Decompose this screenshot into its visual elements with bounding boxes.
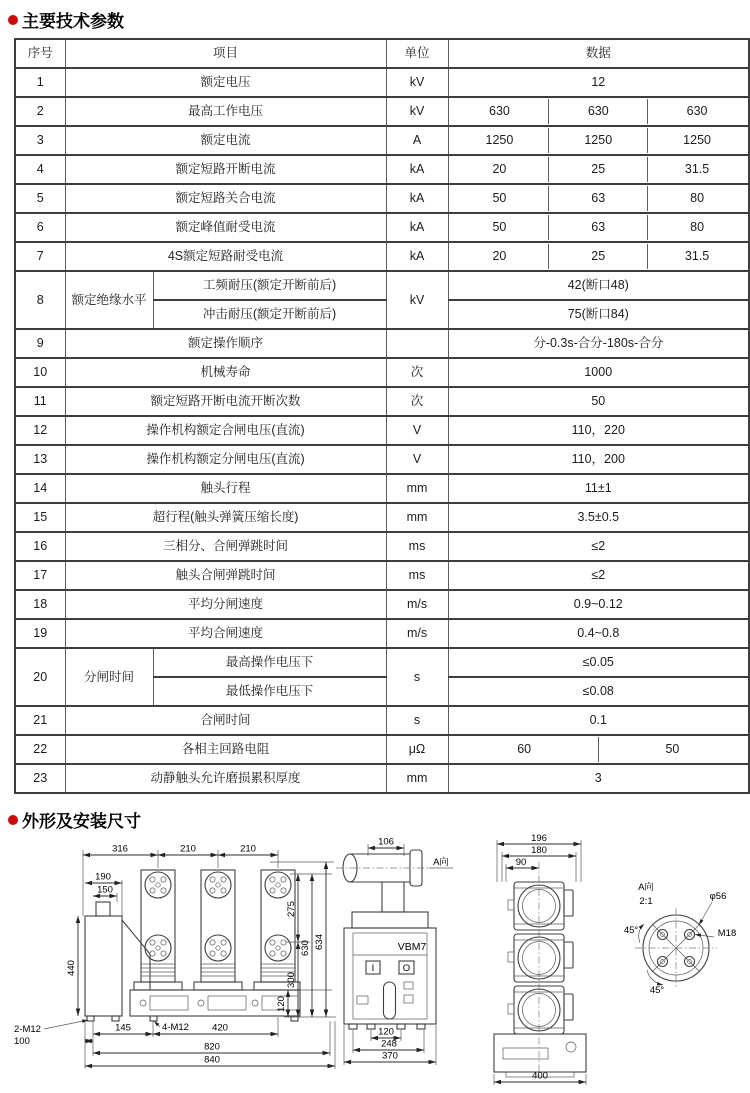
- table-row: [15, 590, 749, 619]
- dim-label: 210: [240, 843, 256, 855]
- cell-item: 机械寿命: [65, 358, 386, 387]
- cell-item: 额定电流: [65, 126, 386, 155]
- cell-item: 合闸时间: [65, 706, 386, 735]
- cell-unit: ms: [386, 532, 448, 561]
- cell-item: 触头行程: [65, 474, 386, 503]
- cell-no: 9: [15, 329, 65, 358]
- table-row: [15, 329, 749, 358]
- side-view-drawing: [336, 837, 453, 1066]
- cell-value: 0.9~0.12: [448, 590, 749, 619]
- cell-value: 0.1: [448, 706, 749, 735]
- table-row: [15, 271, 749, 300]
- dims-title-text: 外形及安装尺寸: [22, 812, 141, 831]
- cell-value: ≤0.05: [448, 648, 749, 677]
- cell-value: 3: [448, 764, 749, 793]
- cell-value: 20: [492, 249, 507, 264]
- dim-label: 634: [314, 934, 325, 950]
- cell-item: 额定短路开断电流: [65, 155, 386, 184]
- cell-value: 630: [489, 104, 510, 119]
- dim-label: 400: [532, 1070, 548, 1082]
- cell-value: 1000: [448, 358, 749, 387]
- cell-item: 操作机构额定分闸电压(直流): [65, 445, 386, 474]
- cell-no: 23: [15, 764, 65, 793]
- cell-value: 11±1: [448, 474, 749, 503]
- cell-unit: V: [386, 445, 448, 474]
- dim-label: 120: [276, 996, 287, 1012]
- cell-value: 630: [548, 99, 647, 124]
- cell-unit: mm: [386, 764, 448, 793]
- dim-label: 248: [381, 1038, 397, 1050]
- cell-unit: kA: [386, 213, 448, 242]
- cell-item: 额定操作顺序: [65, 329, 386, 358]
- cell-unit: kV: [386, 68, 448, 97]
- cell-item: 各相主回路电阻: [65, 735, 386, 764]
- cell-values: [448, 155, 749, 184]
- dim-label: 420: [212, 1022, 228, 1034]
- dim-label: 196: [531, 833, 547, 844]
- cell-values: [448, 126, 749, 155]
- cell-value: 20: [492, 162, 507, 177]
- cell-item: 4S额定短路耐受电流: [65, 242, 386, 271]
- dim-label: 370: [382, 1050, 398, 1062]
- cell-item: 额定短路关合电流: [65, 184, 386, 213]
- cell-item: 分闸时间: [65, 648, 153, 706]
- table-row: [15, 97, 749, 126]
- section-title-dimensions: [0, 794, 750, 836]
- cell-no: 17: [15, 561, 65, 590]
- cell-value: 50: [492, 191, 507, 206]
- table-row: [15, 706, 749, 735]
- table-row: [15, 503, 749, 532]
- cell-no: 7: [15, 242, 65, 271]
- cell-no: 8: [15, 271, 65, 329]
- cell-unit: 次: [386, 358, 448, 387]
- cell-value: 25: [548, 157, 647, 182]
- cell-value: 1250: [647, 128, 746, 153]
- dim-label: 145: [115, 1022, 131, 1034]
- cell-unit: s: [386, 706, 448, 735]
- cell-value: 25: [548, 244, 647, 269]
- cell-no: 1: [15, 68, 65, 97]
- cell-item: 额定短路开断电流开断次数: [65, 387, 386, 416]
- header-no: 序号: [15, 39, 65, 68]
- dim-label: 106: [378, 836, 394, 848]
- cell-no: 21: [15, 706, 65, 735]
- parameters-table: [14, 38, 750, 794]
- cell-unit: kA: [386, 242, 448, 271]
- cell-values: [448, 735, 749, 764]
- red-bullet-icon: [8, 15, 18, 25]
- cell-unit: A: [386, 126, 448, 155]
- table-row: [15, 126, 749, 155]
- cell-unit: V: [386, 416, 448, 445]
- cell-no: 5: [15, 184, 65, 213]
- cell-item: 额定峰值耐受电流: [65, 213, 386, 242]
- cell-value: 75(断口84): [448, 300, 749, 329]
- cell-item: 超行程(触头弹簧压缩长度): [65, 503, 386, 532]
- cell-no: 10: [15, 358, 65, 387]
- table-row: [15, 242, 749, 271]
- cell-no: 6: [15, 213, 65, 242]
- diameter-label: φ56: [709, 891, 727, 902]
- cell-no: 19: [15, 619, 65, 648]
- cell-value: 12: [448, 68, 749, 97]
- cell-value: 110，200: [448, 445, 749, 474]
- cell-value: 分-0.3s-合分-180s-合分: [448, 329, 749, 358]
- cell-value: 630: [647, 99, 746, 124]
- cell-unit: kV: [386, 271, 448, 329]
- dim-label: 4-M12: [162, 1022, 189, 1033]
- cell-value: ≤2: [448, 561, 749, 590]
- cell-no: 15: [15, 503, 65, 532]
- dim-label: 120: [378, 1026, 394, 1038]
- cell-item: 操作机构额定合闸电压(直流): [65, 416, 386, 445]
- cell-value: ≤2: [448, 532, 749, 561]
- cell-no: 12: [15, 416, 65, 445]
- cell-value: ≤0.08: [448, 677, 749, 706]
- table-header-row: [15, 39, 749, 68]
- view-direction-label: A向: [433, 857, 449, 868]
- cell-value: 31.5: [647, 157, 746, 182]
- cell-value: 0.4~0.8: [448, 619, 749, 648]
- cell-unit: kV: [386, 97, 448, 126]
- dim-label: 90: [515, 857, 527, 868]
- cell-values: [448, 97, 749, 126]
- table-row: [15, 445, 749, 474]
- cell-item: 触头合闸弹跳时间: [65, 561, 386, 590]
- cell-item: 动静触头允许磨损累积厚度: [65, 764, 386, 793]
- cell-item: 平均合闸速度: [65, 619, 386, 648]
- cell-item: 额定电压: [65, 68, 386, 97]
- cell-subitem: 冲击耐压(额定开断前后): [153, 300, 386, 329]
- table-row: [15, 155, 749, 184]
- table-row: [15, 416, 749, 445]
- dim-label: 820: [204, 1041, 220, 1053]
- cell-values: [448, 242, 749, 271]
- cell-unit: μΩ: [386, 735, 448, 764]
- cell-value: 42(断口48): [448, 271, 749, 300]
- table-row: [15, 764, 749, 793]
- cell-unit: 次: [386, 387, 448, 416]
- open-button-glyph: O: [402, 963, 411, 974]
- cell-value: 1250: [548, 128, 647, 153]
- dim-label: 440: [66, 960, 77, 976]
- cell-value: 31.5: [647, 244, 746, 269]
- cell-no: 4: [15, 155, 65, 184]
- cell-unit: m/s: [386, 619, 448, 648]
- cell-item: 最高工作电压: [65, 97, 386, 126]
- cell-item: 额定绝缘水平: [65, 271, 153, 329]
- cell-no: 11: [15, 387, 65, 416]
- cell-item: 三相分、合闸弹跳时间: [65, 532, 386, 561]
- table-row: [15, 68, 749, 97]
- angle-label: 45°: [623, 925, 639, 936]
- view-direction-label: A向: [638, 882, 654, 893]
- params-title-text: 主要技术参数: [22, 12, 124, 31]
- table-row: [15, 358, 749, 387]
- table-row: [15, 387, 749, 416]
- cell-value: 60: [517, 742, 532, 757]
- table-row: [15, 619, 749, 648]
- cell-no: 20: [15, 648, 65, 706]
- model-label: VBM7: [397, 941, 427, 953]
- table-row: [15, 213, 749, 242]
- table-row: [15, 532, 749, 561]
- cell-no: 13: [15, 445, 65, 474]
- dim-label: 150: [97, 884, 113, 896]
- cell-value: 50: [448, 387, 749, 416]
- dim-label: 840: [204, 1054, 220, 1066]
- cell-item: 平均分闸速度: [65, 590, 386, 619]
- table-row: [15, 561, 749, 590]
- cell-values: [448, 184, 749, 213]
- rear-view-drawing: [494, 833, 586, 1085]
- cell-unit: [386, 329, 448, 358]
- dim-label: 300: [286, 972, 297, 988]
- cell-subitem: 最低操作电压下: [153, 677, 386, 706]
- dim-label: 630: [300, 940, 311, 956]
- table-row: [15, 648, 749, 677]
- cell-no: 2: [15, 97, 65, 126]
- angle-label: 45°: [649, 985, 665, 996]
- section-title-params: [0, 0, 750, 36]
- cell-value: 63: [548, 186, 647, 211]
- scale-label: 2:1: [639, 896, 653, 907]
- dim-label: 2-M12: [14, 1024, 41, 1035]
- dim-label: 210: [180, 843, 196, 855]
- cell-value: 63: [548, 215, 647, 240]
- close-button-glyph: I: [371, 963, 375, 974]
- cell-no: 18: [15, 590, 65, 619]
- cell-value: 1250: [485, 133, 514, 148]
- table-row: [15, 184, 749, 213]
- cell-value: 50: [598, 737, 746, 762]
- dim-label: 100: [14, 1036, 30, 1047]
- header-item: 项目: [65, 39, 386, 68]
- cell-unit: mm: [386, 474, 448, 503]
- header-data: 数据: [448, 39, 749, 68]
- header-unit: 单位: [386, 39, 448, 68]
- cell-unit: ms: [386, 561, 448, 590]
- cell-no: 16: [15, 532, 65, 561]
- table-row: [15, 474, 749, 503]
- cell-unit: kA: [386, 184, 448, 213]
- dim-label: 275: [286, 901, 297, 917]
- table-row: [15, 735, 749, 764]
- dim-label: 316: [112, 843, 128, 855]
- cell-value: 80: [647, 186, 746, 211]
- cell-no: 14: [15, 474, 65, 503]
- detail-view-drawing: [624, 881, 736, 996]
- dim-label: 180: [531, 845, 547, 856]
- cell-subitem: 工频耐压(额定开断前后): [153, 271, 386, 300]
- cell-no: 3: [15, 126, 65, 155]
- cell-value: 110，220: [448, 416, 749, 445]
- cell-subitem: 最高操作电压下: [153, 648, 386, 677]
- cell-no: 22: [15, 735, 65, 764]
- cell-unit: mm: [386, 503, 448, 532]
- cell-values: [448, 213, 749, 242]
- cell-value: 50: [492, 220, 507, 235]
- cell-unit: m/s: [386, 590, 448, 619]
- thread-label: M18: [717, 928, 737, 939]
- cell-value: 3.5±0.5: [448, 503, 749, 532]
- dim-label: 190: [95, 871, 111, 883]
- front-view-drawing: [14, 844, 336, 1070]
- cell-unit: kA: [386, 155, 448, 184]
- cell-value: 80: [647, 215, 746, 240]
- red-bullet-icon: [8, 815, 18, 825]
- cell-unit: s: [386, 648, 448, 706]
- dimension-drawings: [0, 833, 750, 1088]
